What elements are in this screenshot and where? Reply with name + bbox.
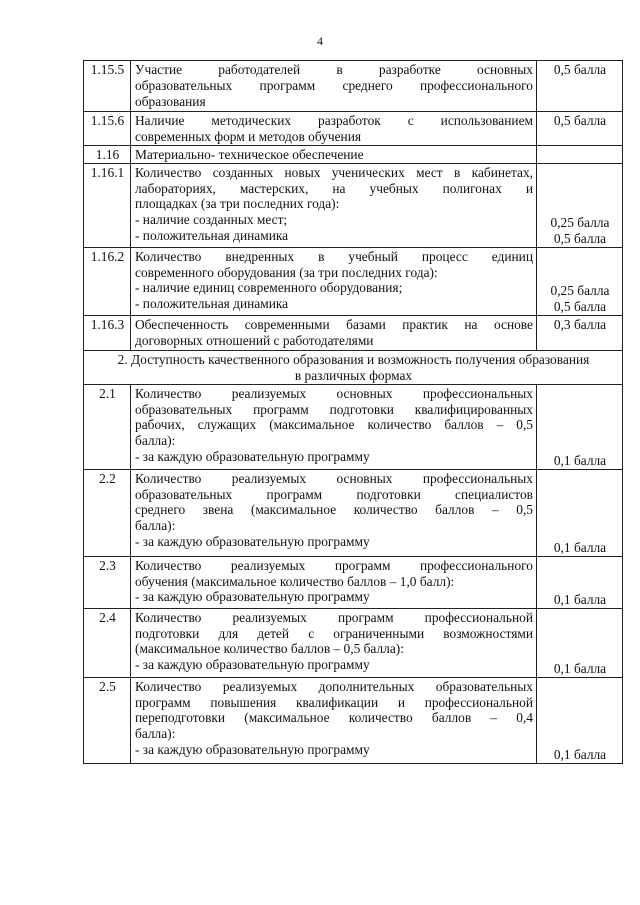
- criterion-text: Участие работодателей в разработке основных образовательных программ среднего профессионального образования: [131, 61, 537, 112]
- row-number: 1.15.6: [84, 112, 131, 146]
- criterion-text: Количество реализуемых основных профессиональных образовательных программ подготовки специалистов среднего звена (максимальное количество баллов – 0,5 балла): - за каждую образовательную программу: [131, 469, 537, 556]
- criterion-text: Количество созданных новых ученических мест в кабинетах, лабораториях, мастерских, на учебных полигонах и площадках (за три последних года): - наличие созданных мест; - положительная динамика: [131, 163, 537, 247]
- score-cell: 0,1 балла: [537, 556, 623, 608]
- criterion-text: Количество реализуемых дополнительных образовательных программ повышения квалификации и профессиональной переподготовки (максимальное количество баллов – 0,4 балла): - за каждую образовательную программу: [131, 677, 537, 763]
- criterion-text: Наличие методических разработок с использованием современных форм и методов обучения: [131, 112, 537, 146]
- criterion-text: Количество реализуемых программ профессионального обучения (максимальное количество баллов – 1,0 балл): - за каждую образовательную программу: [131, 556, 537, 608]
- criterion-text: Обеспеченность современными базами практик на основе договорных отношений с работодателями: [131, 315, 537, 350]
- row-number: 1.16.3: [84, 315, 131, 350]
- table-row: [84, 112, 623, 146]
- row-number: 2.1: [84, 384, 131, 469]
- score-cell: 0,5 балла: [537, 61, 623, 112]
- row-number: 2.3: [84, 556, 131, 608]
- section-heading: 2. Доступность качественного образования и возможность получения образования в различных формах: [84, 350, 623, 384]
- score-cell: 0,1 балла: [537, 677, 623, 763]
- table-row: [84, 608, 623, 677]
- row-number: 1.16: [84, 146, 131, 164]
- section-heading-row: [84, 350, 623, 384]
- score-cell: [537, 146, 623, 164]
- table-row: [84, 469, 623, 556]
- table-row: [84, 384, 623, 469]
- row-number: 1.15.5: [84, 61, 131, 112]
- criterion-text: Количество реализуемых программ профессиональной подготовки для детей с ограниченными возможностями (максимальное количество баллов – 0,5 балла): - за каждую образовательную программу: [131, 608, 537, 677]
- criterion-text: Количество реализуемых основных профессиональных образовательных программ подготовки квалифицированных рабочих, служащих (максимальное количество баллов – 0,5 балла): - за каждую образовательную программу: [131, 384, 537, 469]
- table-row: [84, 556, 623, 608]
- row-number: 1.16.1: [84, 163, 131, 247]
- row-number: 2.4: [84, 608, 131, 677]
- table-row: [84, 163, 623, 247]
- table-row: [84, 677, 623, 763]
- score-cell: 0,3 балла: [537, 315, 623, 350]
- score-cell: 0,25 балла 0,5 балла: [537, 247, 623, 315]
- table-row: [84, 315, 623, 350]
- page-number: 4: [317, 34, 323, 48]
- row-number: 1.16.2: [84, 247, 131, 315]
- score-cell: 0,1 балла: [537, 608, 623, 677]
- criterion-text: Количество внедренных в учебный процесс единиц современного оборудования (за три последних года): - наличие единиц современного оборудования; - положительная динамика: [131, 247, 537, 315]
- criteria-table: [83, 60, 623, 764]
- score-cell: 0,25 балла 0,5 балла: [537, 163, 623, 247]
- row-number: 2.2: [84, 469, 131, 556]
- score-cell: 0,5 балла: [537, 112, 623, 146]
- row-number: 2.5: [84, 677, 131, 763]
- score-cell: 0,1 балла: [537, 384, 623, 469]
- table-row: [84, 247, 623, 315]
- table-row: [84, 146, 623, 164]
- criterion-text: Материально- техническое обеспечение: [131, 146, 537, 164]
- table-row: [84, 61, 623, 112]
- score-cell: 0,1 балла: [537, 469, 623, 556]
